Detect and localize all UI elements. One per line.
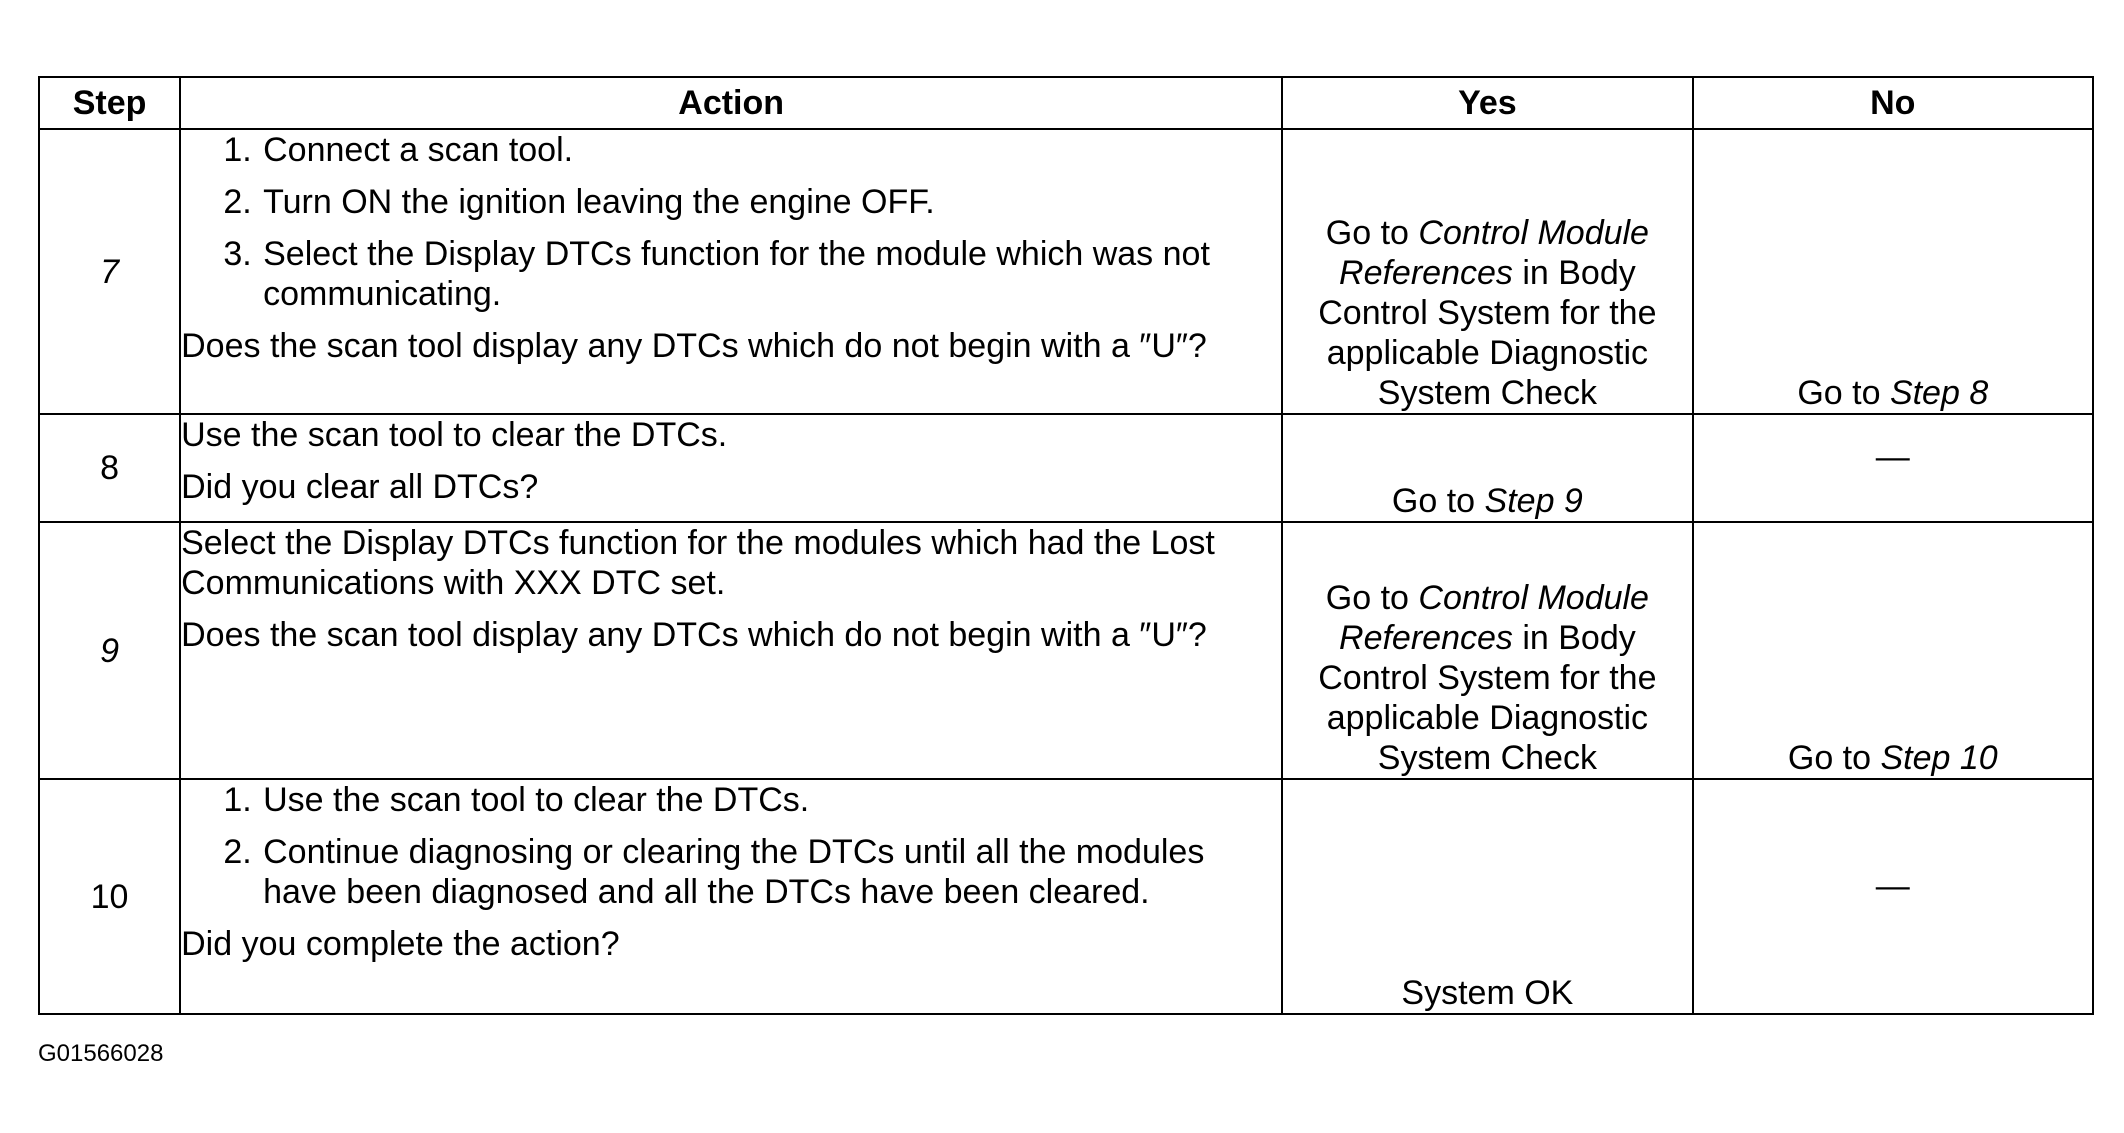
action-cell [180,129,1282,414]
table-row [39,414,2093,522]
header-action: Action [180,77,1282,129]
figure-id: G01566028 [38,1040,164,1067]
yes-text: Go to [1325,579,1419,617]
action-question: Did you clear all DTCs? [181,468,539,506]
list-item: 1. Connect a scan tool. [261,130,1281,170]
no-reference: Step 8 [1889,374,1989,412]
list-item: 2. Turn ON the ignition leaving the engine OFF. [261,182,1281,222]
step-number: 10 [39,779,180,1014]
yes-reference: Step 9 [1484,482,1583,520]
no-cell [1693,779,2093,1014]
table-row [39,129,2093,414]
no-cell [1693,129,2093,414]
yes-cell [1282,779,1692,1014]
header-row [39,77,2093,129]
list-item: 2. Continue diagnosing or clearing the DTCs until all the modules have been diagnosed and all the DTCs have been cleared. [261,832,1281,912]
action-question: Does the scan tool display any DTCs which do not begin with a ″U″? [181,616,1207,654]
step-number: 8 [39,414,180,522]
action-cell [180,779,1282,1014]
header-no: No [1693,77,2093,129]
no-dash: — [1875,866,1910,905]
header-step: Step [39,77,180,129]
no-cell [1693,414,2093,522]
yes-cell [1282,129,1692,414]
list-item: 3. Select the Display DTCs function for the module which was not communicating. [261,234,1281,314]
step-number: 9 [39,522,180,779]
action-list [181,130,1281,314]
yes-cell [1282,522,1692,779]
no-cell [1693,522,2093,779]
yes-text: in Body Control System for the applicable Diagnostic System Check [1318,254,1657,412]
action-cell [180,414,1282,522]
list-item: 1. Use the scan tool to clear the DTCs. [261,780,1281,820]
action-cell [180,522,1282,779]
action-question: Does the scan tool display any DTCs which do not begin with a ″U″? [181,327,1207,365]
header-yes: Yes [1282,77,1692,129]
no-reference: Step 10 [1880,739,1998,777]
step-number: 7 [39,129,180,414]
table-row [39,779,2093,1014]
action-list [181,780,1281,912]
no-text: Go to [1787,739,1881,777]
yes-text: Go to [1325,214,1419,252]
yes-text: Go to [1391,482,1485,520]
yes-reference: Control Module References [1339,579,1649,657]
action-question: Did you complete the action? [181,925,620,963]
yes-cell [1282,414,1692,522]
diagnostic-table [38,76,2094,1015]
action-text: Select the Display DTCs function for the modules which had the Lost Communications with XXX DTC set. [181,524,1215,602]
no-dash: — [1875,438,1910,476]
yes-text: System OK [1401,974,1574,1012]
no-text: Go to [1797,374,1890,412]
yes-reference: Control Module References [1339,214,1649,292]
table-row [39,522,2093,779]
yes-text: in Body Control System for the applicable Diagnostic System Check [1318,619,1657,777]
action-text: Use the scan tool to clear the DTCs. [181,416,728,454]
